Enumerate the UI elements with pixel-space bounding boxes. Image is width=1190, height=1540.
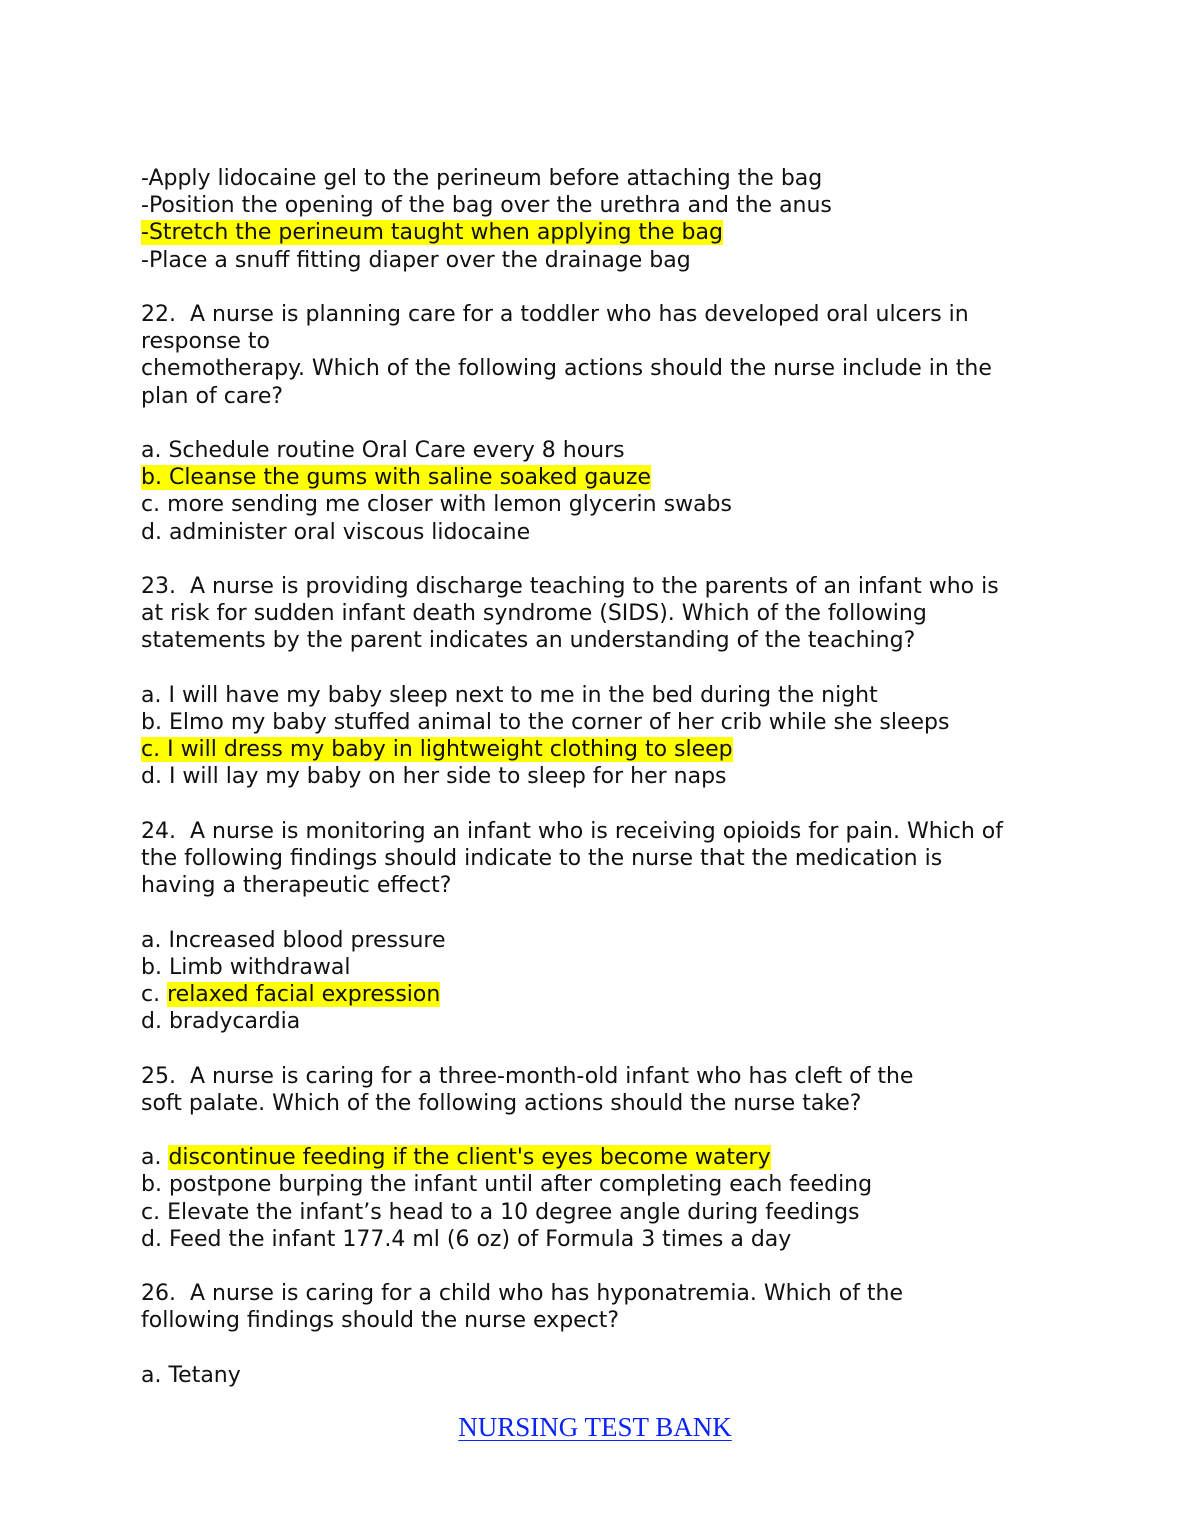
answer-highlight: c. I will dress my baby in lightweight clothing to sleep (141, 737, 733, 763)
q25-option-c: c. Elevate the infant’s head to a 10 degree angle during feedings (141, 1199, 860, 1225)
option-prefix: c. (141, 982, 168, 1007)
q24-option-b: b. Limb withdrawal (141, 954, 351, 980)
question-22 (141, 301, 1051, 546)
answer-highlight: -Stretch the perineum taught when applying the bag (141, 220, 723, 246)
question-26 (141, 1280, 1051, 1389)
question-23 (141, 573, 1051, 791)
q22-option-b-answer (141, 464, 1051, 491)
q23-option-d: d. I will lay my baby on her side to sleep for her naps (141, 764, 727, 790)
q25-stem-line: soft palate. Which of the following actions should the nurse take? (141, 1090, 862, 1116)
answer-highlight: discontinue feeding if the client's eyes become watery (168, 1145, 771, 1171)
q24-option-c-answer (141, 981, 1051, 1008)
option-prefix: a. (141, 1145, 169, 1171)
q22-stem-line: response to (141, 329, 271, 355)
q21-option-2: -Position the opening of the bag over the urethra and the anus (141, 193, 832, 219)
q22-stem-line: 22. A nurse is planning care for a toddler who has developed oral ulcers in (141, 302, 969, 327)
footer (0, 1412, 1190, 1443)
q23-option-c-answer (141, 736, 1051, 763)
q22-stem-line: plan of care? (141, 383, 284, 409)
document-body (141, 165, 1051, 1389)
answer-highlight: relaxed facial expression (167, 982, 441, 1007)
q26-option-a: a. Tetany (141, 1362, 241, 1388)
q25-option-a-answer (141, 1144, 1051, 1171)
q23-option-a: a. I will have my baby sleep next to me in the bed during the night (141, 682, 878, 708)
q22-stem-line: chemotherapy. Which of the following actions should the nurse include in the (141, 356, 992, 382)
q21-option-4: -Place a snuff fitting diaper over the drainage bag (141, 247, 691, 273)
q23-stem-line: 23. A nurse is providing discharge teaching to the parents of an infant who is (141, 574, 999, 599)
q22-option-d: d. administer oral viscous lidocaine (141, 519, 531, 545)
q23-stem-line: statements by the parent indicates an understanding of the teaching? (141, 628, 916, 654)
q25-option-b: b. postpone burping the infant until after completing each feeding (141, 1172, 873, 1198)
question-25 (141, 1063, 1051, 1253)
q25-option-d: d. Feed the infant 177.4 ml (6 oz) of Formula 3 times a day (141, 1226, 792, 1252)
q24-option-d: d. bradycardia (141, 1009, 301, 1035)
q26-stem-line: 26. A nurse is caring for a child who has hyponatremia. Which of the (141, 1281, 904, 1307)
q23-stem-line: at risk for sudden infant death syndrome (SIDS). Which of the following (141, 601, 927, 627)
answer-highlight: b. Cleanse the gums with saline soaked gauze (141, 465, 651, 491)
q24-stem-line: 24. A nurse is monitoring an infant who is receiving opioids for pain. Which of (141, 818, 1003, 844)
q22-option-c: c. more sending me closer with lemon glycerin swabs (141, 492, 732, 518)
q24-option-a: a. Increased blood pressure (141, 927, 446, 953)
q22-option-a: a. Schedule routine Oral Care every 8 hours (141, 438, 625, 463)
q23-option-b: b. Elmo my baby stuffed animal to the corner of her crib while she sleeps (141, 710, 950, 735)
nursing-test-bank-link[interactable]: NURSING TEST BANK (458, 1412, 732, 1442)
q24-stem-line: the following findings should indicate to the nurse that the medication is (141, 846, 943, 871)
q26-stem-line: following findings should the nurse expect? (141, 1308, 620, 1334)
q24-stem-line: having a therapeutic effect? (141, 873, 452, 899)
q21-options (141, 165, 1051, 274)
q21-option-1: -Apply lidocaine gel to the perineum before attaching the bag (141, 166, 823, 191)
q25-stem-line: 25. A nurse is caring for a three-month-old infant who has cleft of the (141, 1063, 914, 1089)
q21-option-3-answer (141, 219, 1051, 246)
question-24 (141, 818, 1051, 1036)
